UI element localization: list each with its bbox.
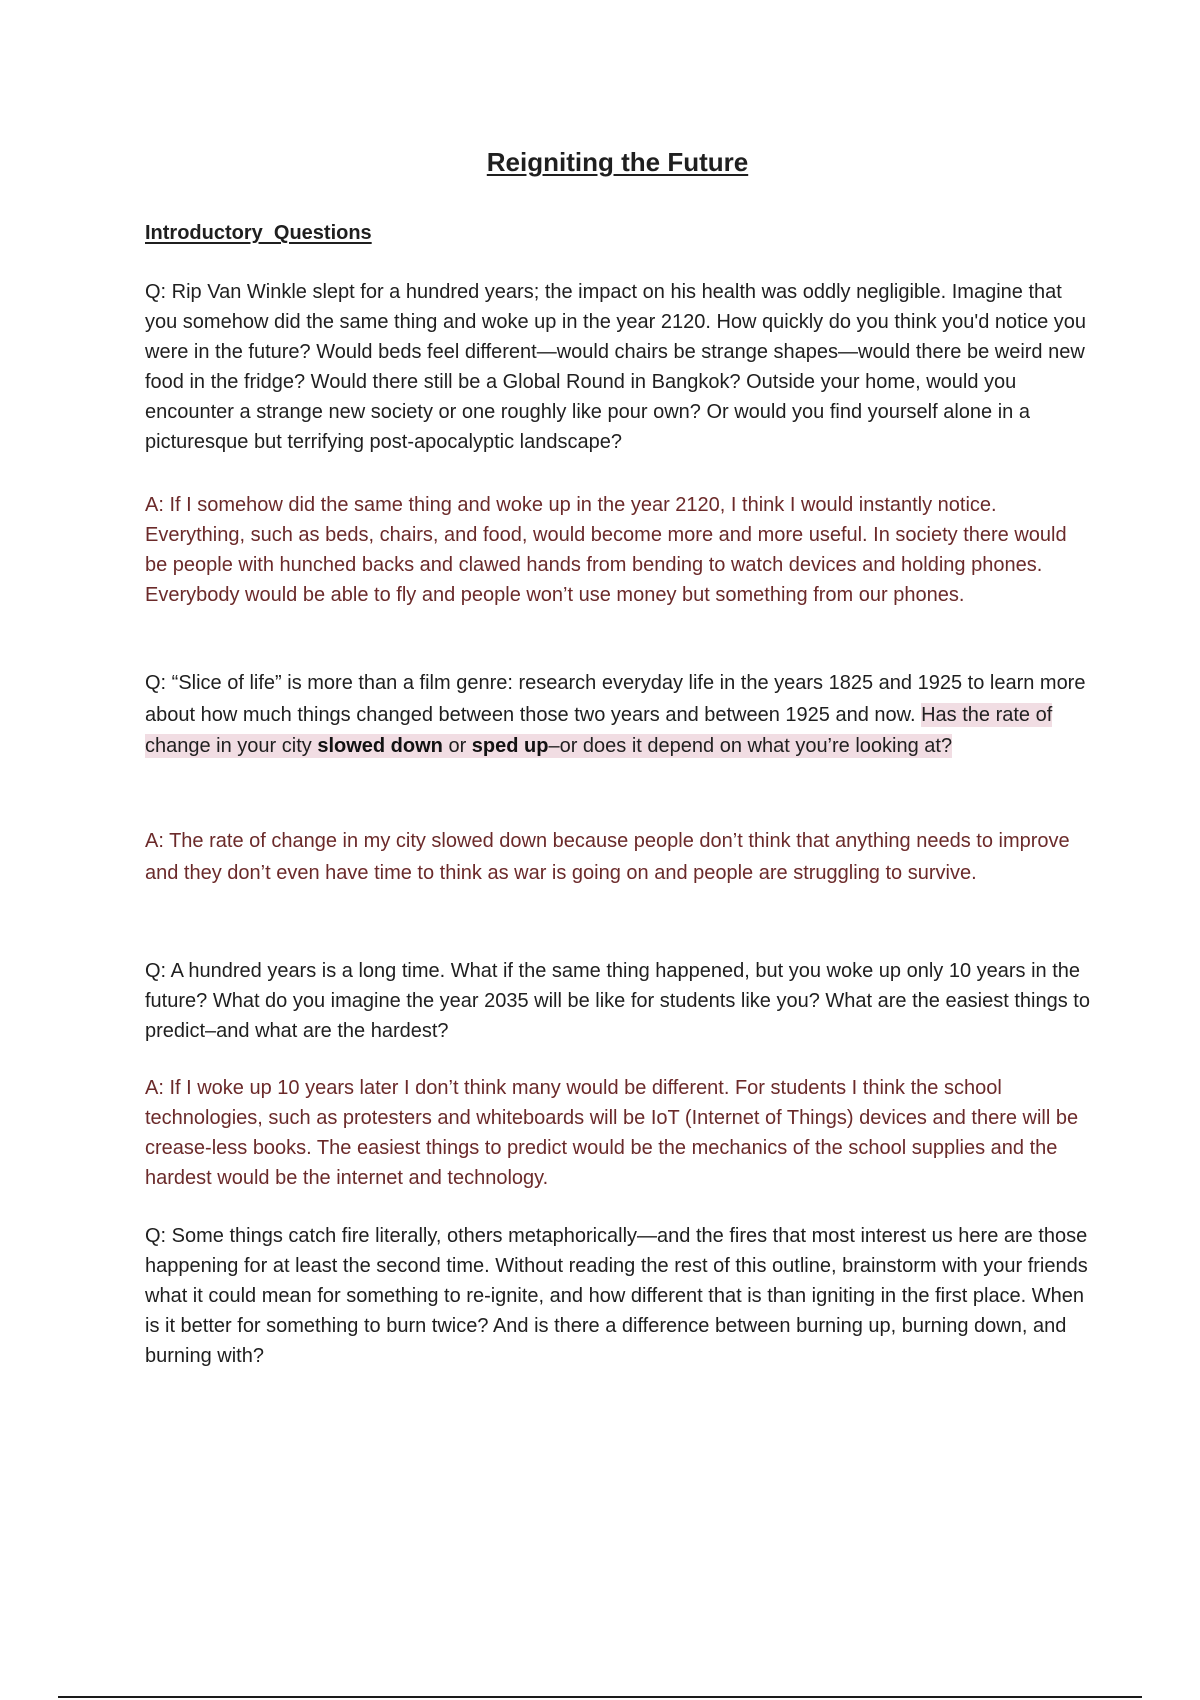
question-2 [145,668,1090,763]
section-heading: Introductory Questions [145,222,372,244]
question-2-highlight-start: Has the rate of change in your city [145,703,1053,757]
question-2-bold-slowed: slowed down [317,735,443,757]
question-2-highlight-or: or [442,735,472,757]
question-2-highlight-end: –or does it depend on what you’re looking at? [548,735,953,757]
question-2-bold-sped: sped up [471,735,549,757]
document-title: Reigniting the Future [486,147,749,177]
question-4: Q: Some things catch fire literally, others metaphorically—and the fires that most interest us here are those happening for at least the second time. Without reading the rest of this outline, brainstorm with your friends what it could mean for something to re-ignite, and how different that is than igniting in the first place. When is it better for something to burn twice? And is there a difference between burning up, burning down, and burning with? [145,1225,1088,1367]
question-3: Q: A hundred years is a long time. What if the same thing happened, but you woke up only 10 years in the future? What do you imagine the year 2035 will be like for students like you? What are the easiest things to predict–and what are the hardest? [145,960,1090,1042]
question-2-intro: Q: “Slice of life” is more than a film genre: research everyday life in the years 1825 and 1925 to learn more about how much things changed between those two years and between 1925 and now. [145,672,1086,726]
page-bottom-rule [58,1696,1142,1698]
question-1: Q: Rip Van Winkle slept for a hundred years; the impact on his health was oddly negligible. Imagine that you somehow did the same thing and woke up in the year 2120. How quickly do you think you'd notice you were in the future? Would beds feel different—would chairs be strange shapes—would there be weird new food in the fridge? Would there still be a Global Round in Bangkok? Outside your home, would you encounter a strange new society or one roughly like pour own? Or would you find yourself alone in a picturesque but terrifying post-apocalyptic landscape? [145,281,1087,453]
answer-1: A: If I somehow did the same thing and woke up in the year 2120, I think I would instantly notice. Everything, such as beds, chairs, and food, would become more and more useful. In society there would be people with hunched backs and clawed hands from bending to watch devices and holding phones. Everybody would be able to fly and people won’t use money but something from our phones. [145,494,1067,606]
answer-3: A: If I woke up 10 years later I don’t think many would be different. For students I think the school technologies, such as protesters and whiteboards will be IoT (Internet of Things) devices and there will be crease-less books. The easiest things to predict would be the mechanics of the school supplies and the hardest would be the internet and technology. [145,1077,1079,1189]
answer-2: A: The rate of change in my city slowed down because people don’t think that anything needs to improve and they don’t even have time to think as war is going on and people are struggling to survive. [145,830,1070,884]
